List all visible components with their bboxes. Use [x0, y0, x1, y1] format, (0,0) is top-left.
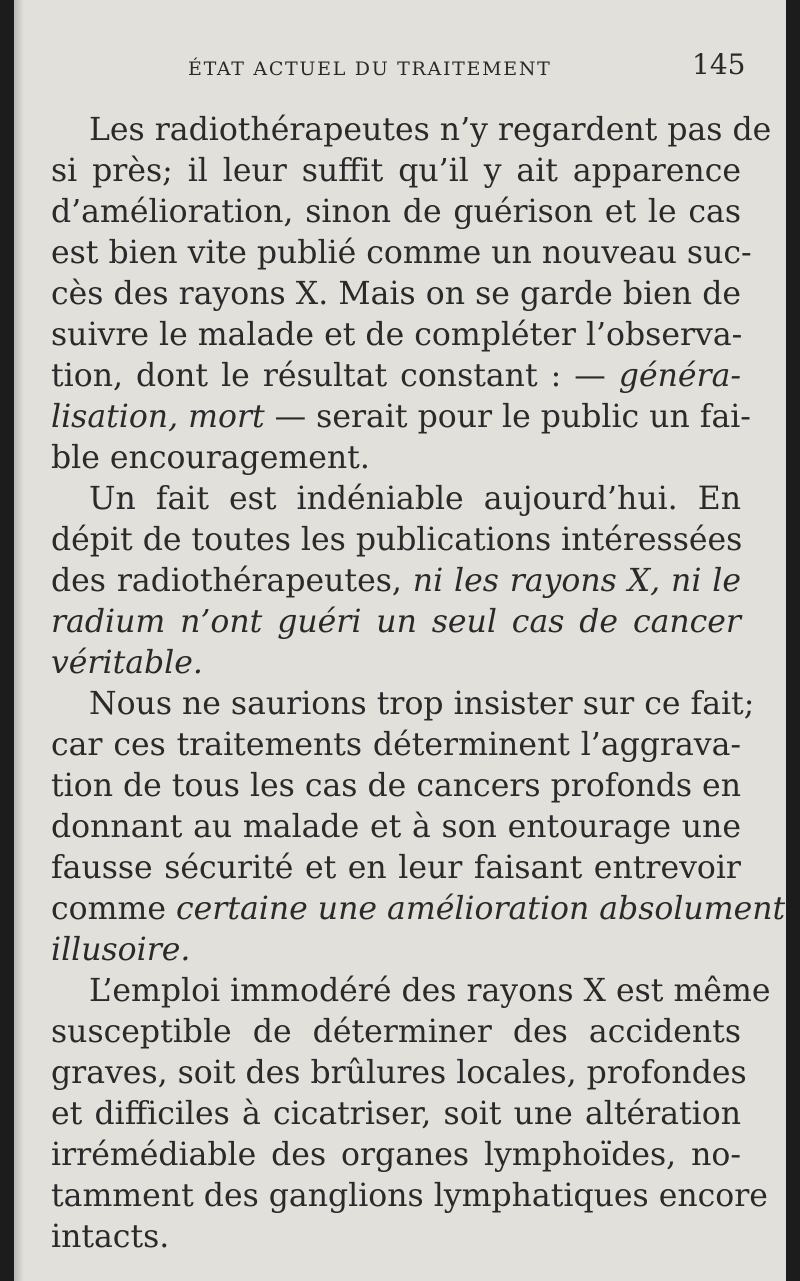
- text-line: [51, 1217, 741, 1258]
- text-segment: des radiothérapeutes,: [51, 563, 413, 599]
- text-line: [51, 233, 752, 274]
- text-segment: fausse sécurité et en leur faisant entrevoir: [51, 850, 741, 886]
- text-segment: irrémédiable des organes lymphoïdes, no-: [51, 1137, 741, 1173]
- text-segment: Un fait est indéniable aujourd’hui. En: [89, 481, 741, 517]
- italic-text: généra-: [618, 358, 741, 394]
- text-segment: tion de tous les cas de cancers profonds en: [51, 768, 741, 804]
- paragraph: [51, 110, 772, 479]
- text-line: [51, 1012, 741, 1053]
- text-segment: Les radiothérapeutes n’y regardent pas de: [89, 112, 772, 148]
- text-segment: comme: [51, 891, 177, 927]
- text-line: [51, 643, 741, 684]
- text-line: [51, 889, 786, 930]
- text-line: [51, 397, 751, 438]
- text-line: [51, 971, 771, 1012]
- text-line: [51, 315, 741, 356]
- text-line: [51, 930, 741, 971]
- text-segment: — serait pour le public un fai-: [264, 399, 751, 435]
- paragraph: [51, 479, 741, 684]
- text-segment: suivre le malade et de compléter l’observa-: [51, 317, 743, 353]
- italic-text: véritable.: [51, 645, 203, 681]
- text-line: [51, 1176, 768, 1217]
- text-segment: donnant au malade et à son entourage une: [51, 809, 741, 845]
- running-head: ÉTAT ACTUEL DU TRAITEMENT: [188, 58, 552, 80]
- text-line: [51, 479, 741, 520]
- text-segment: car ces traitements déterminent l’aggrava-: [51, 727, 741, 763]
- text-line: [51, 684, 755, 725]
- paragraph: [51, 684, 786, 971]
- text-line: [51, 766, 741, 807]
- text-segment: L’emploi immodéré des rayons X est même: [89, 973, 771, 1009]
- text-segment: d’amélioration, sinon de guérison et le cas: [51, 194, 741, 230]
- text-segment: cès des rayons X. Mais on se garde bien de: [51, 276, 741, 312]
- text-line: [51, 1135, 741, 1176]
- text-segment: susceptible de déterminer des accidents: [51, 1014, 741, 1050]
- binding-shadow: [14, 0, 24, 1281]
- text-line: [51, 602, 741, 643]
- text-segment: intacts.: [51, 1219, 170, 1255]
- text-line: [51, 1053, 747, 1094]
- italic-text: ni les rayons X, ni le: [412, 563, 741, 599]
- book-page: [14, 0, 786, 1281]
- text-line: [51, 561, 741, 602]
- text-segment: tamment des ganglions lymphatiques encore: [51, 1178, 768, 1214]
- text-segment: est bien vite publié comme un nouveau suc-: [51, 235, 752, 271]
- text-line: [51, 274, 741, 315]
- paragraph: [51, 971, 771, 1258]
- text-line: [51, 356, 741, 397]
- text-segment: tion, dont le résultat constant : —: [51, 358, 619, 394]
- text-line: [51, 151, 741, 192]
- text-line: [51, 192, 741, 233]
- text-segment: ble encouragement.: [51, 440, 370, 476]
- italic-text: certaine une amélioration absolument: [176, 891, 786, 927]
- text-segment: si près; il leur suffit qu’il y ait apparence: [51, 153, 741, 189]
- italic-text: lisation, mort: [51, 399, 265, 435]
- text-line: [51, 725, 741, 766]
- italic-text: illusoire.: [51, 932, 191, 968]
- body-text: [51, 110, 786, 1258]
- text-line: [51, 438, 741, 479]
- text-segment: graves, soit des brûlures locales, profondes: [51, 1055, 747, 1091]
- text-line: [51, 110, 772, 151]
- page-number: 145: [692, 48, 746, 81]
- text-line: [51, 520, 741, 561]
- text-line: [51, 1094, 741, 1135]
- text-segment: Nous ne saurions trop insister sur ce fait;: [89, 686, 755, 722]
- text-segment: dépit de toutes les publications intéressées: [51, 522, 743, 558]
- text-line: [51, 807, 741, 848]
- text-segment: et difficiles à cicatriser, soit une altération: [51, 1096, 741, 1132]
- page-header: [14, 44, 786, 88]
- text-line: [51, 848, 741, 889]
- italic-text: radium n’ont guéri un seul cas de cancer: [51, 604, 741, 640]
